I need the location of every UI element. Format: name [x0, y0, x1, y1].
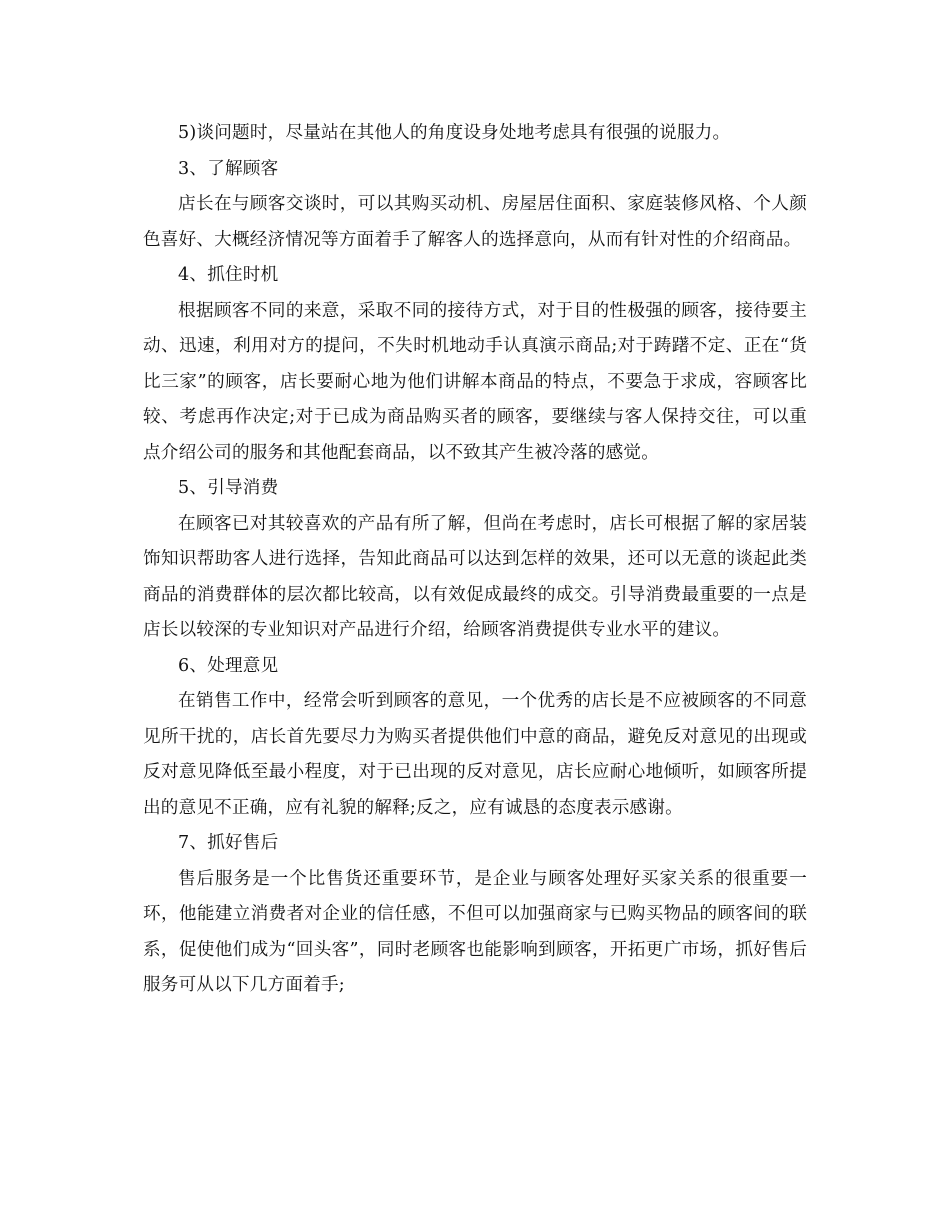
section-heading-after-sales: 7、抓好售后: [178, 833, 279, 853]
section-heading-handle-feedback: 6、处理意见: [178, 655, 279, 676]
paragraph-seize-opportunity: 根据顾客不同的来意，采取不同的接待方式，对于目的性极强的顾客，接待要主动、迅速，利用对方的提问，不失时机地动手认真演示商品;对于踌躇不定、正在“货比三家”的顾客，店长要耐心地为他们讲解本商品的特点，不要急于求成，容顾客比较、考虑再作决定;对于已成为商品购买者的顾客，要继续与客人保持交往，可以重点介绍公司的服务和其他配套商品，以不致其产生被冷落的感觉。: [143, 300, 807, 463]
section-heading-guide-consumption: 5、引导消费: [178, 478, 279, 498]
document-body: [143, 116, 807, 1004]
section-heading-know-customers: 3、了解顾客: [178, 158, 279, 179]
paragraph-point-5: 5)谈问题时，尽量站在其他人的角度设身处地考虑具有很强的说服力。: [178, 123, 731, 143]
paragraph-handle-feedback: 在销售工作中，经常会听到顾客的意见，一个优秀的店长是不应被顾客的不同意见所干扰的，店长首先要尽力为购买者提供他们中意的商品，避免反对意见的出现或反对意见降低至最小程度，对于已出现的反对意见，店长应耐心地倾听，如顾客所提出的意见不正确，应有礼貌的解释;反之，应有诚恳的态度表示感谢。: [143, 691, 807, 818]
paragraph-guide-consumption: 在顾客已对其较喜欢的产品有所了解，但尚在考虑时，店长可根据了解的家居装饰知识帮助客人进行选择，告知此商品可以达到怎样的效果，还可以无意的谈起此类商品的消费群体的层次都比较高，以有效促成最终的成交。引导消费最重要的一点是店长以较深的专业知识对产品进行介绍，给顾客消费提供专业水平的建议。: [143, 513, 807, 640]
paragraph-know-customers: 店长在与顾客交谈时，可以其购买动机、房屋居住面积、家庭装修风格、个人颜色喜好、大概经济情况等方面着手了解客人的选择意向，从而有针对性的介绍商品。: [143, 194, 807, 250]
paragraph-after-sales: 售后服务是一个比售货还重要环节，是企业与顾客处理好买家关系的很重要一环，他能建立消费者对企业的信任感，不但可以加强商家与已购买物品的顾客间的联系，促使他们成为“回头客”，同时老顾客也能影响到顾客，开拓更广市场，抓好售后服务可从以下几方面着手;: [143, 868, 807, 995]
section-heading-seize-opportunity: 4、抓住时机: [178, 265, 279, 285]
